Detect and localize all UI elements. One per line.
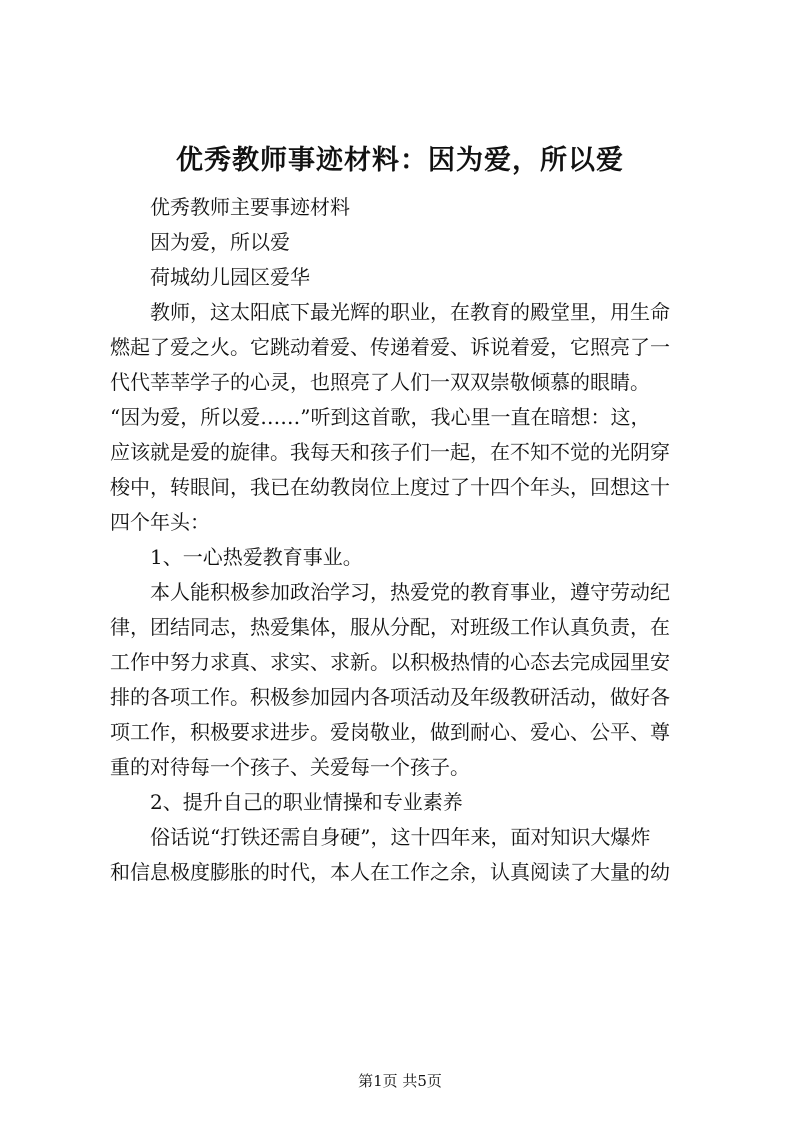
body-line: 排的各项工作。积极参加园内各项活动及年级教研活动，做好各 xyxy=(110,685,670,709)
body-line: 和信息极度膨胀的时代，本人在工作之余，认真阅读了大量的幼 xyxy=(110,860,670,884)
body-line: “因为爱，所以爱……”听到这首歌，我心里一直在暗想：这， xyxy=(110,405,651,429)
body-line: 1、一心热爱教育事业。 xyxy=(150,545,363,569)
body-line: 应该就是爱的旋律。我每天和孩子们一起，在不知不觉的光阴穿 xyxy=(110,440,670,464)
body-line: 工作中努力求真、求实、求新。以积极热情的心态去完成园里安 xyxy=(110,650,670,674)
body-line: 重的对待每一个孩子、关爱每一个孩子。 xyxy=(110,755,470,779)
body-line: 代代莘莘学子的心灵，也照亮了人们一双双崇敬倾慕的眼睛。 xyxy=(110,370,650,394)
body-line: 本人能积极参加政治学习，热爱党的教育事业，遵守劳动纪 xyxy=(150,580,670,604)
body-line: 2、提升自己的职业情操和专业素养 xyxy=(150,790,463,814)
body-line: 梭中，转眼间，我已在幼教岗位上度过了十四个年头，回想这十 xyxy=(110,475,670,499)
body-line: 燃起了爱之火。它跳动着爱、传递着爱、诉说着爱，它照亮了一 xyxy=(110,335,670,359)
body-line: 四个年头： xyxy=(110,510,210,534)
body-line: 优秀教师主要事迹材料 xyxy=(150,195,350,219)
body-line: 因为爱，所以爱 xyxy=(150,230,290,254)
body-line: 律，团结同志，热爱集体，服从分配，对班级工作认真负责，在 xyxy=(110,615,670,639)
document-body xyxy=(110,190,710,890)
body-line: 俗话说“打铁还需自身硬”，这十四年来，面对知识大爆炸 xyxy=(150,825,651,849)
document-title: 优秀教师事迹材料：因为爱，所以爱 xyxy=(176,145,624,176)
page-footer: 第1页 共5页 xyxy=(358,1072,442,1090)
body-line: 项工作，积极要求进步。爱岗敬业，做到耐心、爱心、公平、尊 xyxy=(110,720,670,744)
body-line: 荷城幼儿园区爱华 xyxy=(150,265,310,289)
body-line: 教师，这太阳底下最光辉的职业，在教育的殿堂里，用生命 xyxy=(150,300,670,324)
